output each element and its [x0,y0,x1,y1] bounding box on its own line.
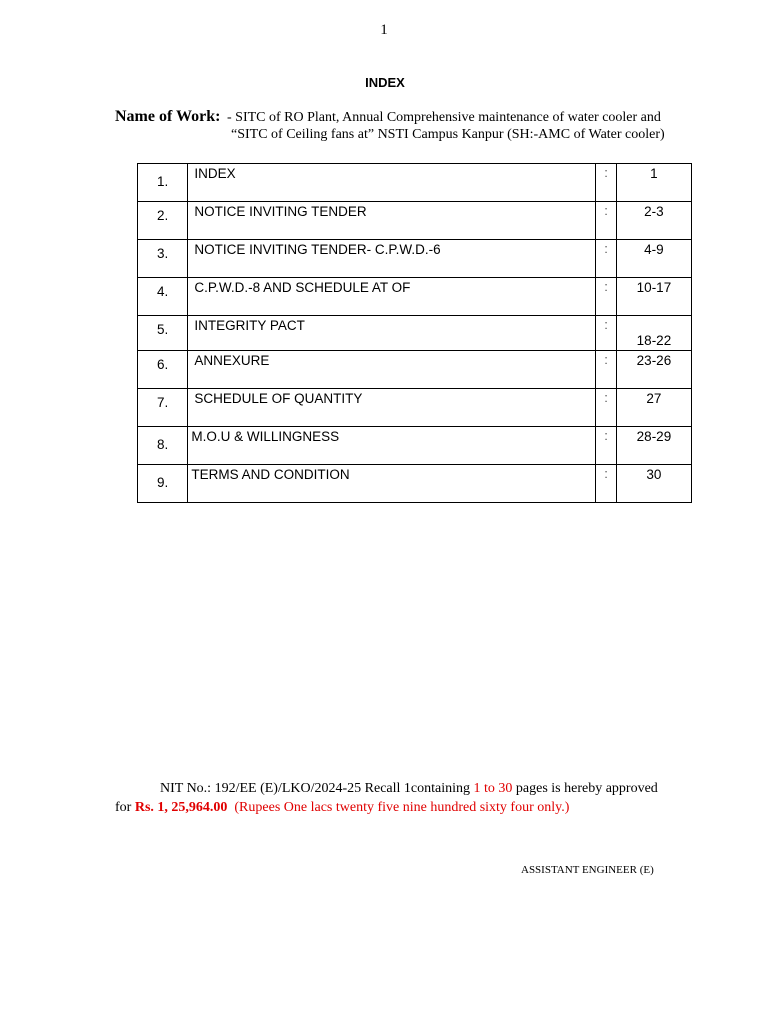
index-row [138,316,692,351]
row-number: 7. [138,389,188,427]
index-row [138,351,692,389]
row-number: 1. [138,164,188,202]
row-colon: : [596,278,617,316]
row-pages: 1 [616,164,691,202]
row-title: INDEX [188,164,596,202]
row-pages: 18-22 [616,316,691,351]
index-row [138,427,692,465]
row-colon: : [596,427,617,465]
nit-pages-range: 1 to 30 [473,781,513,796]
page-number: 1 [380,22,388,38]
index-table [137,163,692,503]
row-title: INTEGRITY PACT [188,316,596,351]
nit-for-text: for [115,800,135,815]
row-colon: : [596,351,617,389]
row-number: 6. [138,351,188,389]
row-number: 3. [138,240,188,278]
row-pages: 2-3 [616,202,691,240]
row-number: 5. [138,316,188,351]
nit-approval-text: pages is hereby approved [512,781,658,796]
index-row [138,389,692,427]
nit-amount: Rs. 1, 25,964.00 [134,800,228,815]
row-title: SCHEDULE OF QUANTITY [188,389,596,427]
row-number: 2. [138,202,188,240]
row-colon: : [596,240,617,278]
index-row [138,240,692,278]
nit-approval-paragraph [115,779,715,817]
nit-number-text: NIT No.: 192/EE (E)/LKO/2024-25 Recall 1containing [160,781,474,796]
row-title: C.P.W.D.-8 AND SCHEDULE AT OF [188,278,596,316]
row-title: M.O.U & WILLINGNESS [188,427,596,465]
name-of-work-line-1: - SITC of RO Plant, Annual Comprehensive maintenance of water cooler and [227,110,661,125]
row-colon: : [596,164,617,202]
name-of-work-line-2: “SITC of Ceiling fans at” NSTI Campus Kanpur (SH:-AMC of Water cooler) [231,127,665,142]
row-title: TERMS AND CONDITION [188,465,596,503]
row-colon: : [596,465,617,503]
signature-designation: ASSISTANT ENGINEER (E) [521,864,654,876]
row-pages: 10-17 [616,278,691,316]
row-pages: 30 [616,465,691,503]
index-row [138,465,692,503]
row-title: NOTICE INVITING TENDER [188,202,596,240]
index-row [138,278,692,316]
index-row [138,202,692,240]
row-number: 8. [138,427,188,465]
row-title: ANNEXURE [188,351,596,389]
name-of-work-label: Name of Work: [115,108,221,125]
index-heading: INDEX [365,75,405,90]
row-colon: : [596,316,617,351]
row-number: 4. [138,278,188,316]
index-row [138,164,692,202]
row-pages: 28-29 [616,427,691,465]
row-colon: : [596,202,617,240]
row-pages: 27 [616,389,691,427]
row-colon: : [596,389,617,427]
row-title: NOTICE INVITING TENDER- C.P.W.D.-6 [188,240,596,278]
row-number: 9. [138,465,188,503]
row-pages: 4-9 [616,240,691,278]
nit-amount-words: (Rupees One lacs twenty five nine hundred sixty four only.) [234,800,570,815]
row-pages: 23-26 [616,351,691,389]
